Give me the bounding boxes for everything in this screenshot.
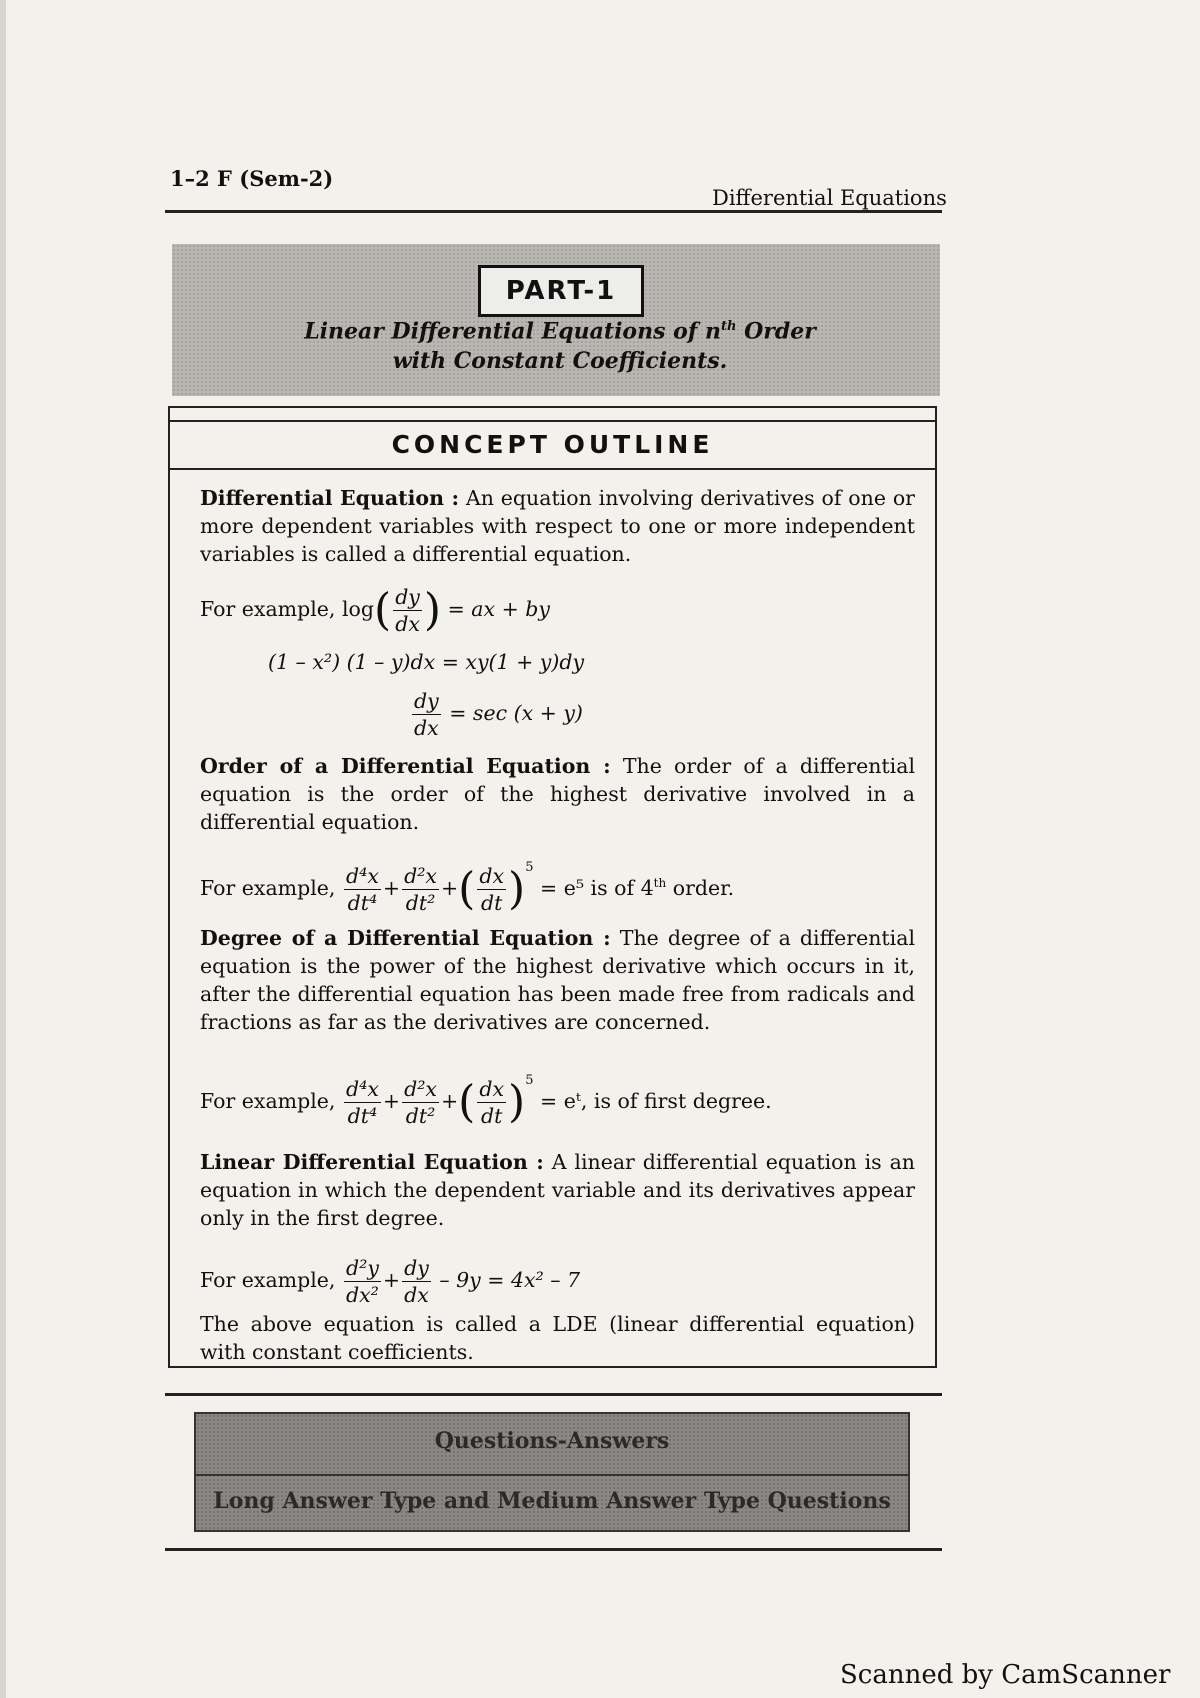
deg-num1: d⁴x bbox=[345, 1077, 379, 1101]
ord-rhs: = e⁵ is of 4 bbox=[533, 876, 654, 900]
ord-den2: dt² bbox=[405, 891, 436, 915]
deg-rhs: = eᵗ, is of first degree. bbox=[533, 1089, 772, 1113]
degree-term: Degree of a Differential Equation : bbox=[200, 926, 611, 950]
deg-num2: d²x bbox=[404, 1077, 437, 1101]
example-prefix: For example, bbox=[200, 1268, 336, 1292]
lin-rhs: – 9y = 4x² – 7 bbox=[432, 1268, 581, 1292]
part-title bbox=[200, 312, 920, 376]
deg-num3: dx bbox=[479, 1077, 505, 1101]
example-log: For example, log( $\frac{dy}{dx}$ ) = ax + by bbox=[200, 584, 550, 636]
ord-power: 5 bbox=[525, 860, 534, 875]
deg-power: 5 bbox=[525, 1073, 534, 1088]
order-def: The order of a differential equation is the order of the highest derivative involved in a differential equation. bbox=[200, 754, 915, 834]
qa-subtitle: Long Answer Type and Medium Answer Type Questions bbox=[213, 1488, 891, 1514]
lin-den2: dx bbox=[404, 1283, 429, 1307]
example-sec bbox=[410, 688, 583, 741]
ord-den3: dt bbox=[481, 891, 503, 915]
ord-sup: th bbox=[653, 876, 667, 891]
page-edge bbox=[0, 0, 6, 1698]
degree-definition bbox=[200, 924, 915, 1036]
example-prefix: For example, bbox=[200, 597, 336, 621]
part-label: PART-1 bbox=[478, 265, 644, 317]
header-rule bbox=[165, 210, 942, 213]
example-two: (1 – x²) (1 – y)dx = xy(1 + y)dy bbox=[268, 650, 585, 674]
ex3-denominator: dx bbox=[414, 716, 439, 740]
ord-num1: d⁴x bbox=[345, 864, 379, 888]
linear-def: A linear differential equation is an equation in which the dependent variable and its derivatives appear only in the first degree. bbox=[200, 1150, 915, 1230]
linear-example: For example, $\frac{\text{d²y}}{\text{dx²}}$ + $\frac{dy}{dx}$ – 9y = 4x² – 7 bbox=[200, 1256, 581, 1307]
order-definition bbox=[200, 752, 915, 836]
part-title-sup: th bbox=[720, 319, 737, 334]
page-number-header: 1–2 F (Sem-2) bbox=[170, 166, 334, 191]
de-term: Differential Equation : bbox=[200, 486, 460, 510]
ord-tail: order. bbox=[666, 876, 735, 900]
lin-num2: dy bbox=[404, 1256, 429, 1280]
log-text: log bbox=[341, 597, 375, 621]
part-title-line1-end: Order bbox=[736, 318, 816, 345]
order-term: Order of a Differential Equation : bbox=[200, 754, 611, 778]
degree-example: For example, $\frac{\text{d⁴x}}{\text{dt⁴}}$ + $\frac{\text{d²x}}{\text{dt²}}$ +( $\frac{dx}{dt}$ )$^5$ = eᵗ, is of first degree. bbox=[200, 1073, 772, 1128]
section-rule-top bbox=[165, 1393, 942, 1396]
ex1-rhs: = ax + by bbox=[441, 597, 550, 621]
ord-den1: dt⁴ bbox=[347, 891, 378, 915]
concept-outline-heading: CONCEPT OUTLINE bbox=[168, 420, 937, 470]
ex1-denominator: dx bbox=[395, 612, 420, 636]
part-title-line2: with Constant Coefficients. bbox=[392, 348, 728, 375]
lin-num1: d²y bbox=[345, 1256, 379, 1280]
example-prefix: For example, bbox=[200, 876, 336, 900]
scanner-watermark: Scanned by CamScanner bbox=[840, 1660, 1171, 1690]
section-rule-bottom bbox=[165, 1548, 942, 1551]
chapter-title-header: Differential Equations bbox=[712, 186, 947, 210]
order-example: For example, $\frac{\text{d⁴x}}{\text{dt⁴}}$ + $\frac{\text{d²x}}{\text{dt²}}$ +( $\frac{dx}{dt}$ )$^5$ = e⁵ is of 4th order. bbox=[200, 860, 735, 915]
linear-term: Linear Differential Equation : bbox=[200, 1150, 544, 1174]
ex3-rhs: = sec (x + y) bbox=[442, 701, 583, 725]
ex1-numerator: dy bbox=[395, 585, 420, 609]
deg-den3: dt bbox=[481, 1104, 503, 1128]
degree-def: The degree of a differential equation is the power of the highest derivative which occurs in it, after the differential equation has been made free from radicals and fractions as far as the derivatives are concerned. bbox=[200, 926, 916, 1034]
lin-den1: dx² bbox=[346, 1283, 379, 1307]
ord-num3: dx bbox=[479, 864, 505, 888]
example-prefix: For example, bbox=[200, 1089, 336, 1113]
qa-title: Questions-Answers bbox=[434, 1428, 670, 1454]
deg-den2: dt² bbox=[405, 1104, 436, 1128]
qa-divider bbox=[194, 1474, 910, 1476]
lde-note: The above equation is called a LDE (linear differential equation) with constant coefficients. bbox=[200, 1312, 915, 1364]
deg-den1: dt⁴ bbox=[347, 1104, 378, 1128]
part-title-line1: Linear Differential Equations of n bbox=[304, 318, 721, 345]
linear-definition bbox=[200, 1148, 915, 1232]
differential-equation-definition bbox=[200, 484, 915, 568]
ord-num2: d²x bbox=[404, 864, 437, 888]
de-def: An equation involving derivatives of one or more dependent variables with respect to one or more independent variables is called a differential equation. bbox=[200, 486, 915, 566]
ex3-numerator: dy bbox=[414, 689, 439, 713]
